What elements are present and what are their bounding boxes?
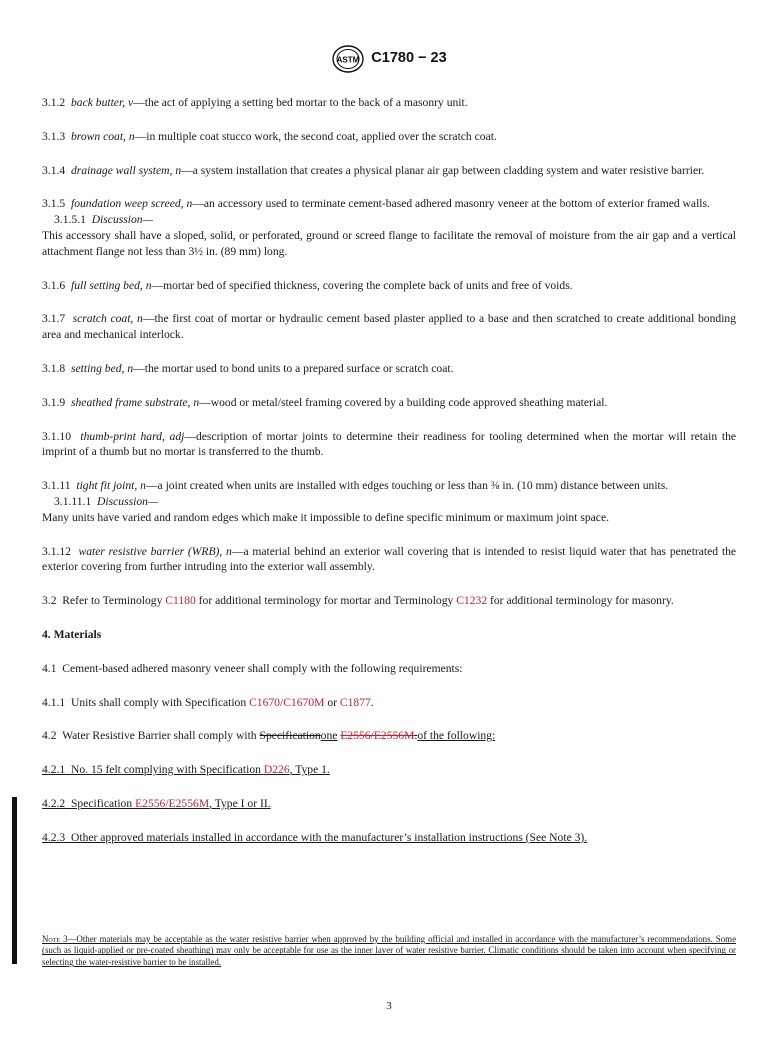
ref-link-d226[interactable]: D226 [263,763,290,777]
page-number: 3 [386,1000,392,1012]
definition-3-1-5: 3.1.5 foundation weep screed, n—an accessory used to terminate cement-based adhered masonry veneer at the bottom of exterior framed walls. [42,197,710,211]
section-4-1: 4.1 Cement-based adhered masonry veneer shall comply with the following requirements: [42,661,463,675]
section-heading-materials: 4. Materials [42,627,102,641]
definition-3-1-10: 3.1.10 thumb-print hard, adj—description of mortar joints to determine their readiness for tooling determined when the mortar will retain the imprint of a thumb but no mortar is transferred to the thumb. [42,429,737,459]
discussion-heading-3-1-11-1: 3.1.11.1 Discussion— [54,494,159,508]
section-4-1-1: 4.1.1 Units shall comply with Specification C1670/C1670M or C1877. [42,695,374,709]
ref-link-c1232[interactable]: C1232 [456,594,488,608]
astm-logo-icon [331,44,365,74]
section-4-2-2: 4.2.2 Specification E2556/E2556M, Type I or II. [42,796,271,810]
ref-link-c1180[interactable]: C1180 [165,594,196,608]
logo-text: ASTM [336,55,360,65]
discussion-text-3-1-11-1: Many units have varied and random edges which make it impossible to define specific minimum or maximum joint space. [42,510,609,524]
document-id: C1780 − 23 [371,50,447,67]
definition-3-1-9: 3.1.9 sheathed frame substrate, n—wood or metal/steel framing covered by a building code approved sheathing material. [42,395,608,409]
section-4-2-1: 4.2.1 No. 15 felt complying with Specification D226, Type 1. [42,763,330,777]
discussion-heading-3-1-5-1: 3.1.5.1 Discussion— [54,213,153,227]
deleted-ref-link-e2556[interactable]: E2556/E2556M [340,729,415,743]
inserted-text: of the following: [417,729,496,743]
section-3-2: 3.2 Refer to Terminology C1180 for additional terminology for mortar and Terminology C1232 for additional terminology for masonry. [42,594,674,608]
definition-3-1-3: 3.1.3 brown coat, n—in multiple coat stucco work, the second coat, applied over the scratch coat. [42,129,497,143]
page-content [42,95,736,846]
definition-3-1-11: 3.1.11 tight fit joint, n—a joint created when units are installed with edges touching or less than ⅜ in. (10 mm) distance between units. [42,479,669,493]
definition-3-1-2: 3.1.2 back butter, v—the act of applying a setting bed mortar to the back of a masonry unit. [42,96,468,109]
ref-link-c1670[interactable]: C1670/C1670M [249,695,325,709]
definition-3-1-6: 3.1.6 full setting bed, n—mortar bed of specified thickness, covering the complete back of units and free of voids. [42,278,573,292]
inserted-text: one [320,729,338,743]
deleted-text: Specification [259,729,321,743]
ref-link-e2556[interactable]: E2556/E2556M [135,796,210,810]
discussion-text-3-1-5-1: This accessory shall have a sloped, solid, or perforated, ground or screed flange to facilitate the removal of moisture from the air gap and a vertical attachment flange not less than 3½ in. (89 mm) long. [42,228,736,258]
note-3: Note 3—Other materials may be acceptable as the water resistive barrier when approved by the building official and installed in accordance with the manufacturer’s recommendations. Some (such as liquid-applied or pre-coated sheathing) may only be acceptable for use as the inner layer of water resistive barrier. Climatic conditions should be taken into account when specifying or selecting the water-resistive barrier to be installed. [42,933,737,968]
ref-link-c1877[interactable]: C1877 [339,695,371,709]
definition-3-1-7: 3.1.7 scratch coat, n—the first coat of mortar or hydraulic cement based plaster applied to a base and then scratched to create additional bonding area and mechanical interlock. [42,312,737,342]
definition-3-1-4: 3.1.4 drainage wall system, n—a system installation that creates a physical planar air gap between cladding system and water resistive barrier. [42,163,705,177]
page-header [0,44,778,74]
revision-change-bar [12,797,17,964]
section-4-2-3: 4.2.3 Other approved materials installed in accordance with the manufacturer’s installation instructions (See Note 3). [42,830,588,844]
definition-3-1-12: 3.1.12 water resistive barrier (WRB), n—a material behind an exterior wall covering that is intended to resist liquid water that has penetrated the exterior covering from further intruding into the exterior wall assembly. [42,544,737,574]
section-4-2: 4.2 Water Resistive Barrier shall comply with Specificationone E2556/E2556M.of the following: [42,729,496,743]
definition-3-1-8: 3.1.8 setting bed, n—the mortar used to bond units to a prepared surface or scratch coat. [42,361,454,375]
